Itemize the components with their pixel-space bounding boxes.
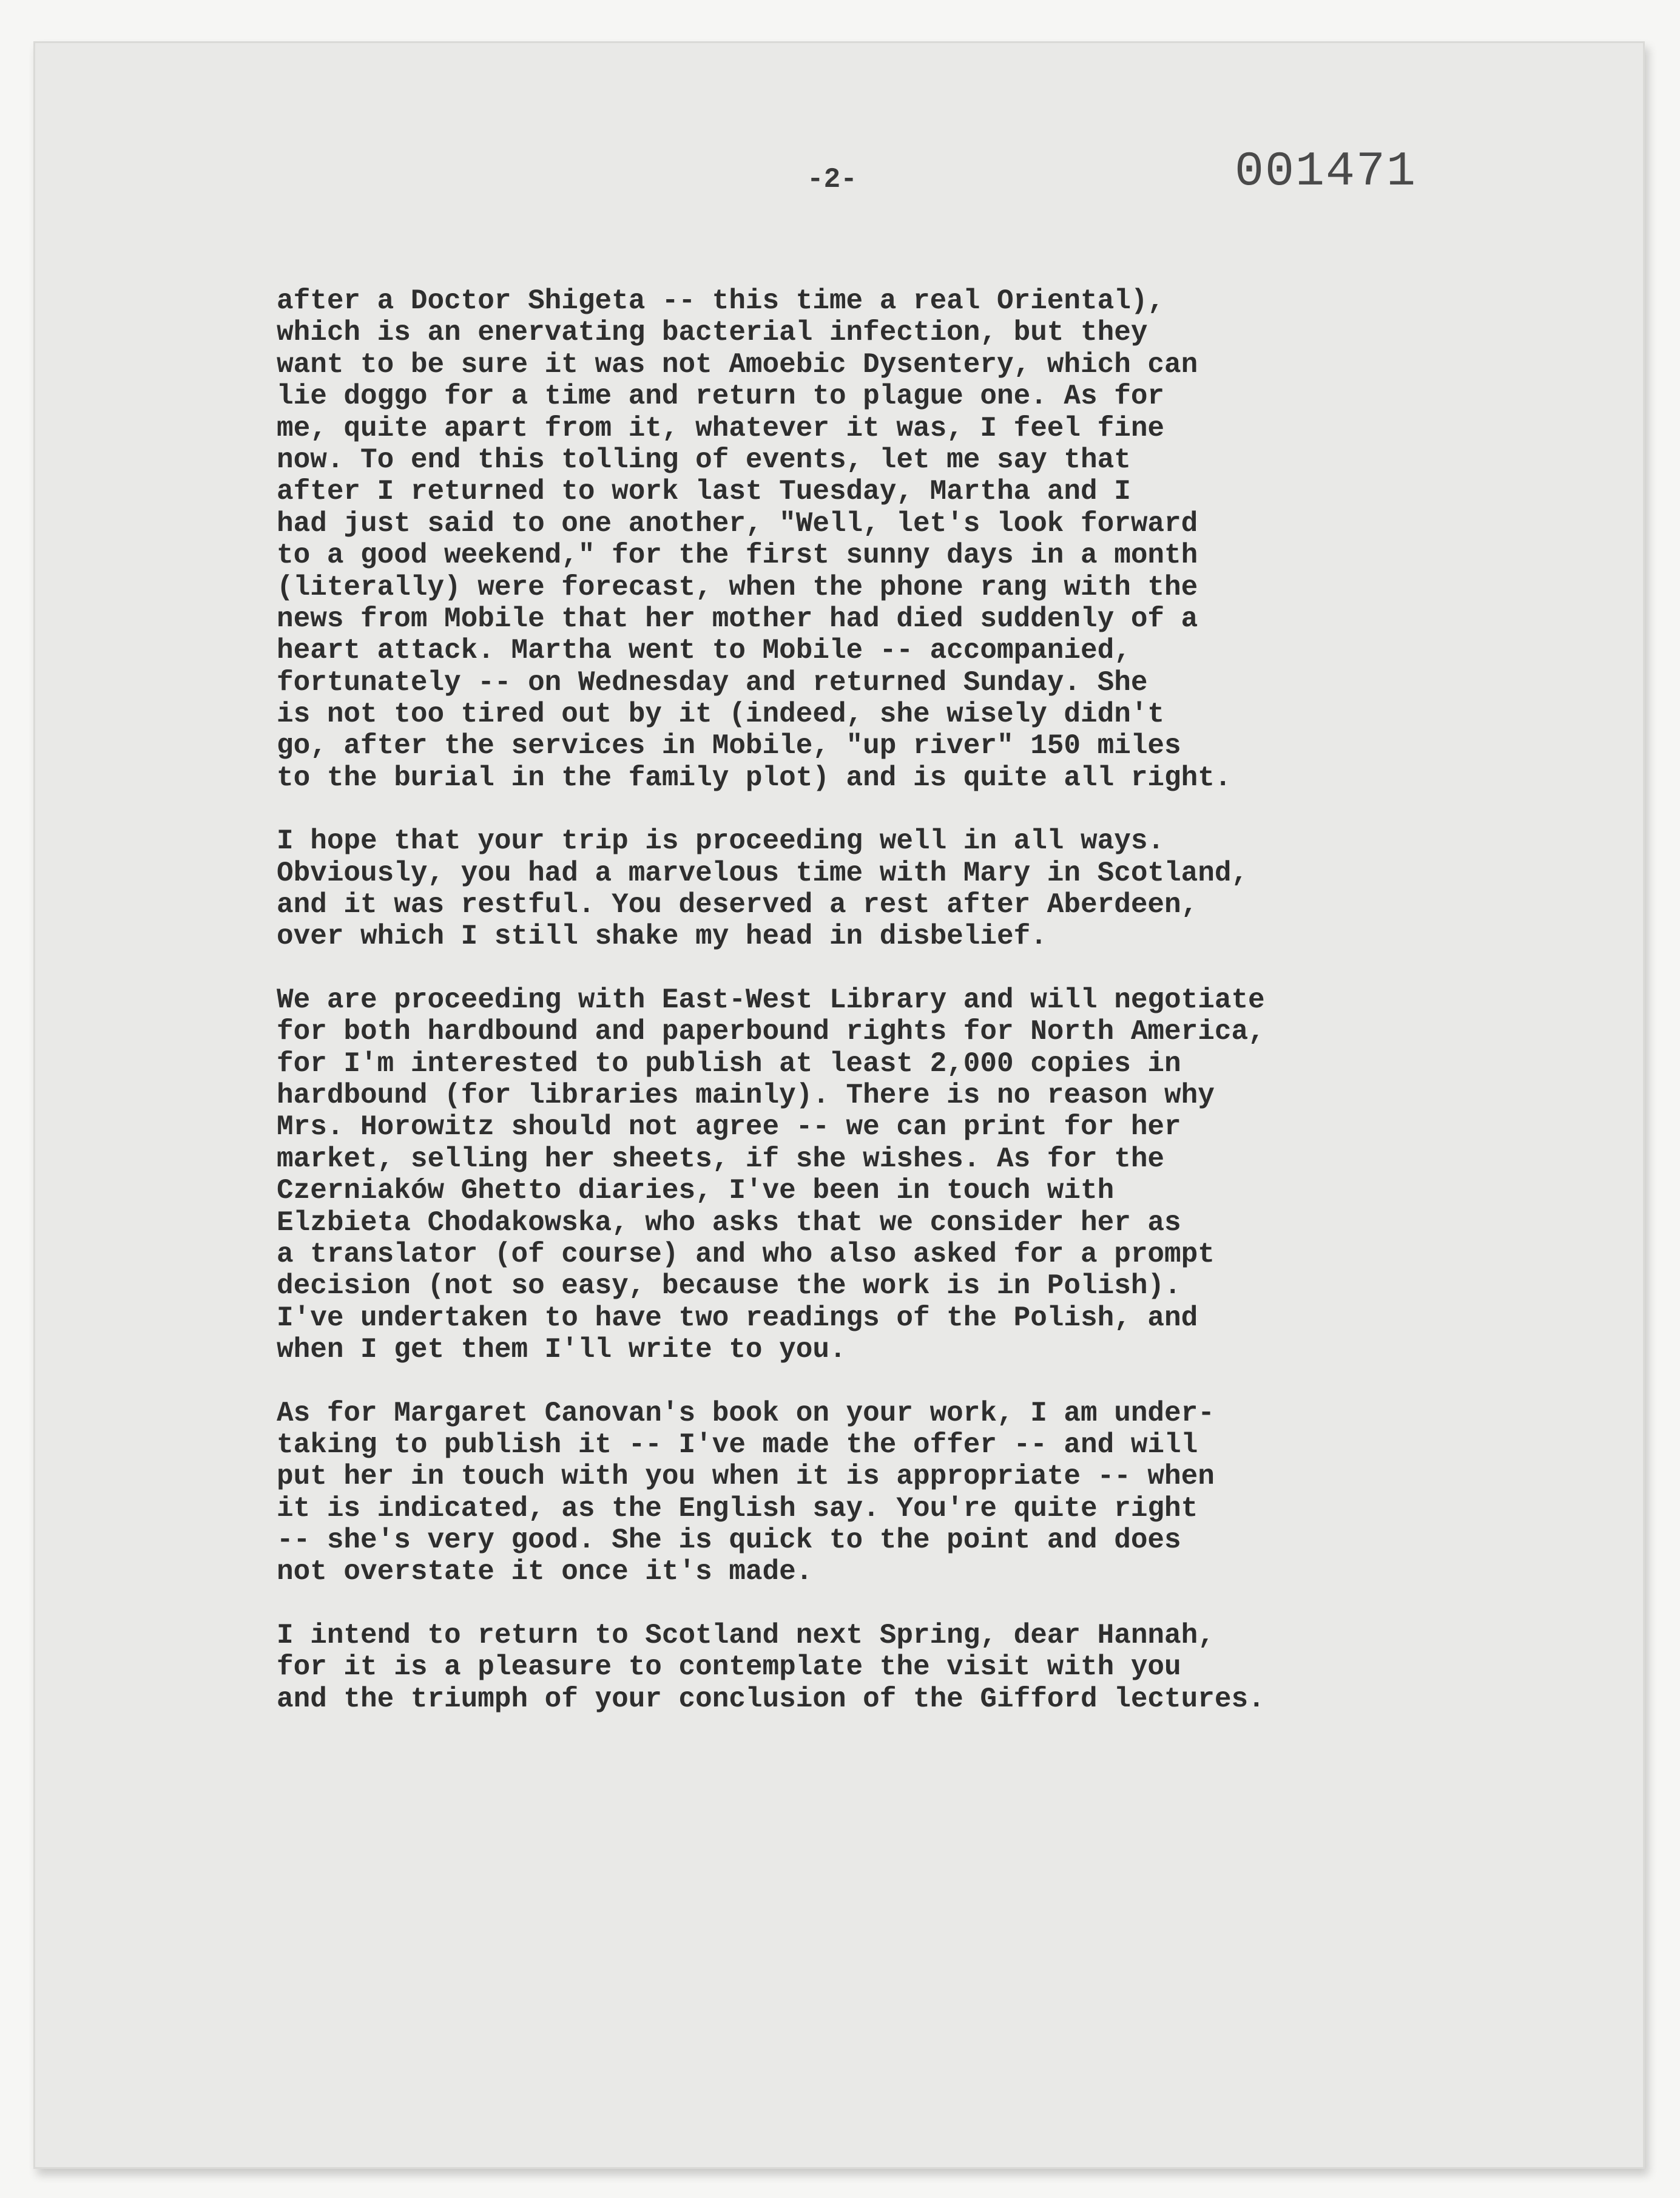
text-line: I intend to return to Scotland next Spring, dear Hannah, [277, 1619, 1215, 1651]
paragraph-canovan-book [277, 1398, 1460, 1588]
text-line: As for Margaret Canovan's book on your work, I am under- [277, 1397, 1215, 1429]
text-line: I hope that your trip is proceeding well in all ways. [277, 825, 1165, 857]
text-line: news from Mobile that her mother had died suddenly of a [277, 603, 1198, 635]
text-line: me, quite apart from it, whatever it was, I feel fine [277, 412, 1165, 444]
text-line: for both hardbound and paperbound rights for North America, [277, 1016, 1265, 1048]
text-line: decision (not so easy, because the work is in Polish). [277, 1270, 1181, 1302]
text-line: heart attack. Martha went to Mobile -- accompanied, [277, 635, 1131, 667]
text-line: now. To end this tolling of events, let me say that [277, 444, 1131, 476]
text-line: after I returned to work last Tuesday, Martha and I [277, 476, 1131, 508]
paragraph-health-and-news [277, 285, 1460, 794]
text-line: go, after the services in Mobile, "up river" 150 miles [277, 730, 1181, 762]
text-line: Elzbieta Chodakowska, who asks that we consider her as [277, 1206, 1181, 1239]
text-line: for I'm interested to publish at least 2,000 copies in [277, 1047, 1181, 1080]
text-line: hardbound (for libraries mainly). There is no reason why [277, 1079, 1215, 1111]
paragraph-east-west-library [277, 984, 1460, 1366]
text-line: had just said to one another, "Well, let's look forward [277, 507, 1198, 539]
text-line: for it is a pleasure to contemplate the visit with you [277, 1651, 1181, 1683]
text-line: Obviously, you had a marvelous time with Mary in Scotland, [277, 857, 1249, 889]
text-line: I've undertaken to have two readings of the Polish, and [277, 1302, 1198, 1334]
text-line: and it was restful. You deserved a rest after Aberdeen, [277, 889, 1198, 921]
text-line: which is an enervating bacterial infection, but they [277, 317, 1148, 349]
paragraph-closing [277, 1620, 1460, 1715]
text-line: a translator (of course) and who also asked for a prompt [277, 1238, 1215, 1270]
text-line: lie doggo for a time and return to plague one. As for [277, 380, 1165, 413]
text-line: taking to publish it -- I've made the offer -- and will [277, 1429, 1198, 1461]
text-line: Mrs. Horowitz should not agree -- we can print for her [277, 1111, 1181, 1143]
text-line: it is indicated, as the English say. You're quite right [277, 1492, 1198, 1524]
text-line: when I get them I'll write to you. [277, 1334, 846, 1366]
text-line: (literally) were forecast, when the phone rang with the [277, 571, 1198, 603]
text-line: put her in touch with you when it is appropriate -- when [277, 1461, 1215, 1493]
text-line: and the triumph of your conclusion of the Gifford lectures. [277, 1683, 1265, 1715]
paragraph-trip [277, 825, 1460, 953]
text-line: over which I still shake my head in disbelief. [277, 921, 1047, 953]
page-number: -2- [807, 164, 857, 195]
text-line: want to be sure it was not Amoebic Dysentery, which can [277, 348, 1198, 380]
text-line: not overstate it once it's made. [277, 1556, 813, 1588]
archive-stamp-number: 001471 [1235, 144, 1417, 200]
text-line: to the burial in the family plot) and is quite all right. [277, 762, 1232, 794]
text-line: after a Doctor Shigeta -- this time a real Oriental), [277, 285, 1165, 317]
text-line: to a good weekend," for the first sunny days in a month [277, 539, 1198, 572]
text-line: Czerniaków Ghetto diaries, I've been in touch with [277, 1175, 1115, 1207]
text-line: -- she's very good. She is quick to the point and does [277, 1524, 1181, 1557]
letter-body [277, 285, 1460, 1747]
text-line: We are proceeding with East-West Library and will negotiate [277, 984, 1265, 1016]
text-line: is not too tired out by it (indeed, she wisely didn't [277, 698, 1165, 731]
text-line: fortunately -- on Wednesday and returned Sunday. She [277, 666, 1148, 698]
text-line: market, selling her sheets, if she wishes. As for the [277, 1143, 1165, 1175]
